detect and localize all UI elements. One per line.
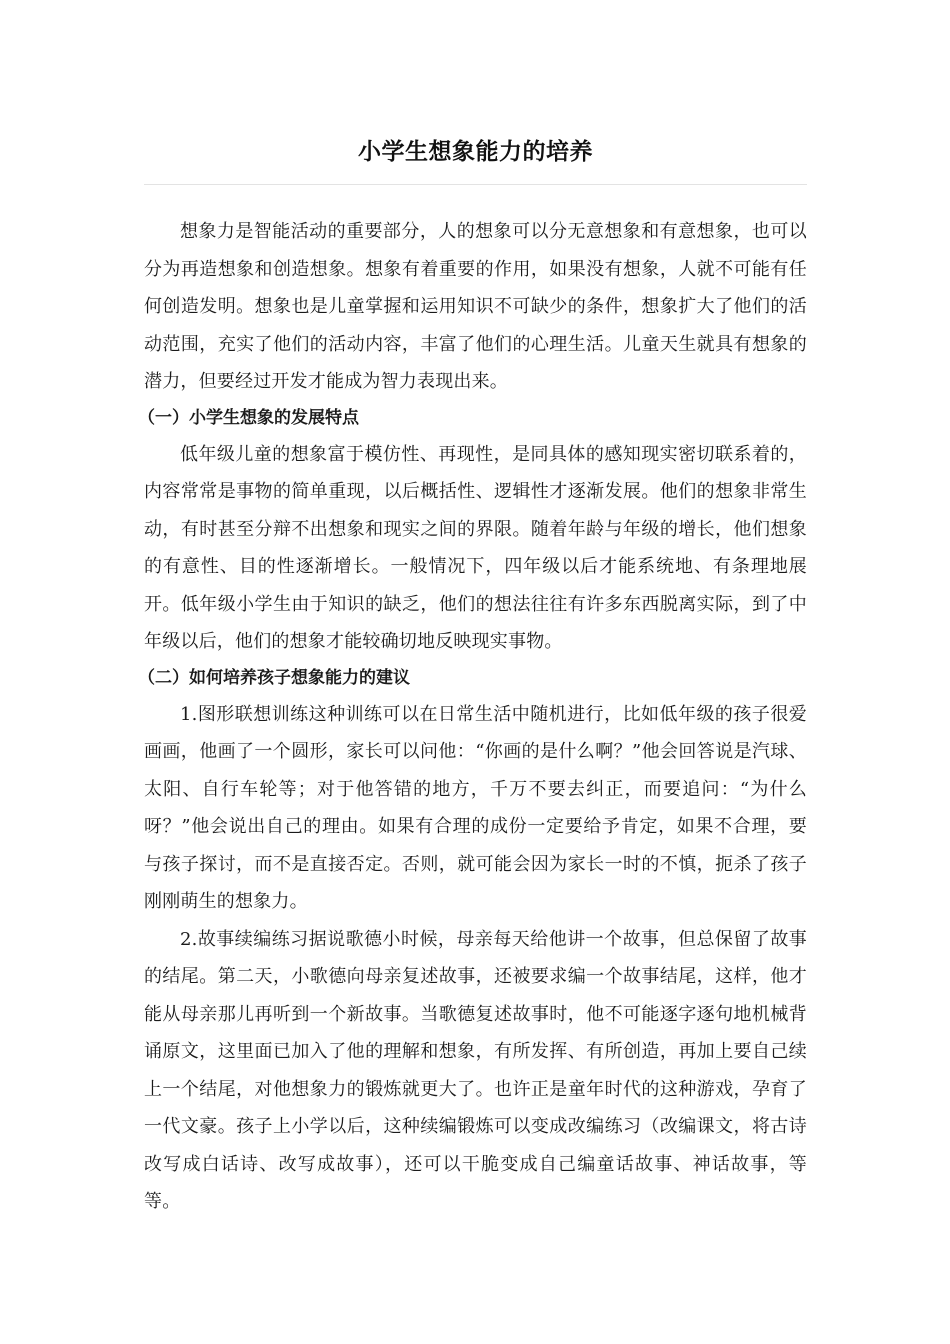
suggestion-paragraph-story: 2.故事续编练习据说歌德小时候，母亲每天给他讲一个故事，但总保留了故事的结尾。第二天，小歌德向母亲复述故事，还被要求编一个故事结尾，这样，他才能从母亲那儿再听到一个新故事。当歌德复述故事时，他不可能逐字逐句地机械背诵原文，这里面已加入了他的理解和想象，有所发挥、有所创造，再加上要自己续上一个结尾，对他想象力的锻炼就更大了。也许正是童年时代的这种游戏，孕育了一代文豪。孩子上小学以后，这种续编锻炼可以变成改编练习（改编课文，将古诗改写成白话诗、改写成故事），还可以干脆变成自己编童话故事、神话故事，等等。 [144, 928, 807, 1212]
intro-paragraph: 想象力是智能活动的重要部分，人的想象可以分无意想象和有意想象，也可以分为再造想象和创造想象。想象有着重要的作用，如果没有想象，人就不可能有任何创造发明。想象也是儿童掌握和运用知识不可缺少的条件，想象扩大了他们的活动范围，充实了他们的活动内容，丰富了他们的心理生活。儿童天生就具有想象的潜力，但要经过开发才能成为智力表现出来。 [144, 221, 807, 392]
suggestion-paragraph-graphic: 1.图形联想训练这种训练可以在日常生活中随机进行，比如低年级的孩子很爱画画，他画了一个圆形，家长可以问他：“你画的是什么啊？”他会回答说是汽球、太阳、自行车轮等；对于他答错的地方，千万不要去纠正，而要追问：“为什么呀？”他会说出自己的理由。如果有合理的成份一定要给予肯定，如果不合理，要与孩子探讨，而不是直接否定。否则，就可能会因为家长一时的不慎，扼杀了孩子刚刚萌生的想象力。 [144, 703, 807, 912]
document-body [138, 213, 807, 1221]
section-heading-development: （一）小学生想象的发展特点 [138, 407, 359, 428]
title-divider [144, 184, 807, 185]
document-title: 小学生想象能力的培养 [358, 139, 593, 165]
development-paragraph: 低年级儿童的想象富于模仿性、再现性，是同具体的感知现实密切联系着的，内容常常是事物的简单重现，以后概括性、逻辑性才逐渐发展。他们的想象非常生动，有时甚至分辩不出想象和现实之间的界限。随着年龄与年级的增长，他们想象的有意性、目的性逐渐增长。一般情况下，四年级以后才能系统地、有条理地展开。低年级小学生由于知识的缺乏，他们的想法往往有许多东西脱离实际，到了中年级以后，他们的想象才能较确切地反映现实事物。 [144, 443, 807, 652]
section-heading-suggestions: （二）如何培养孩子想象能力的建议 [138, 667, 410, 688]
